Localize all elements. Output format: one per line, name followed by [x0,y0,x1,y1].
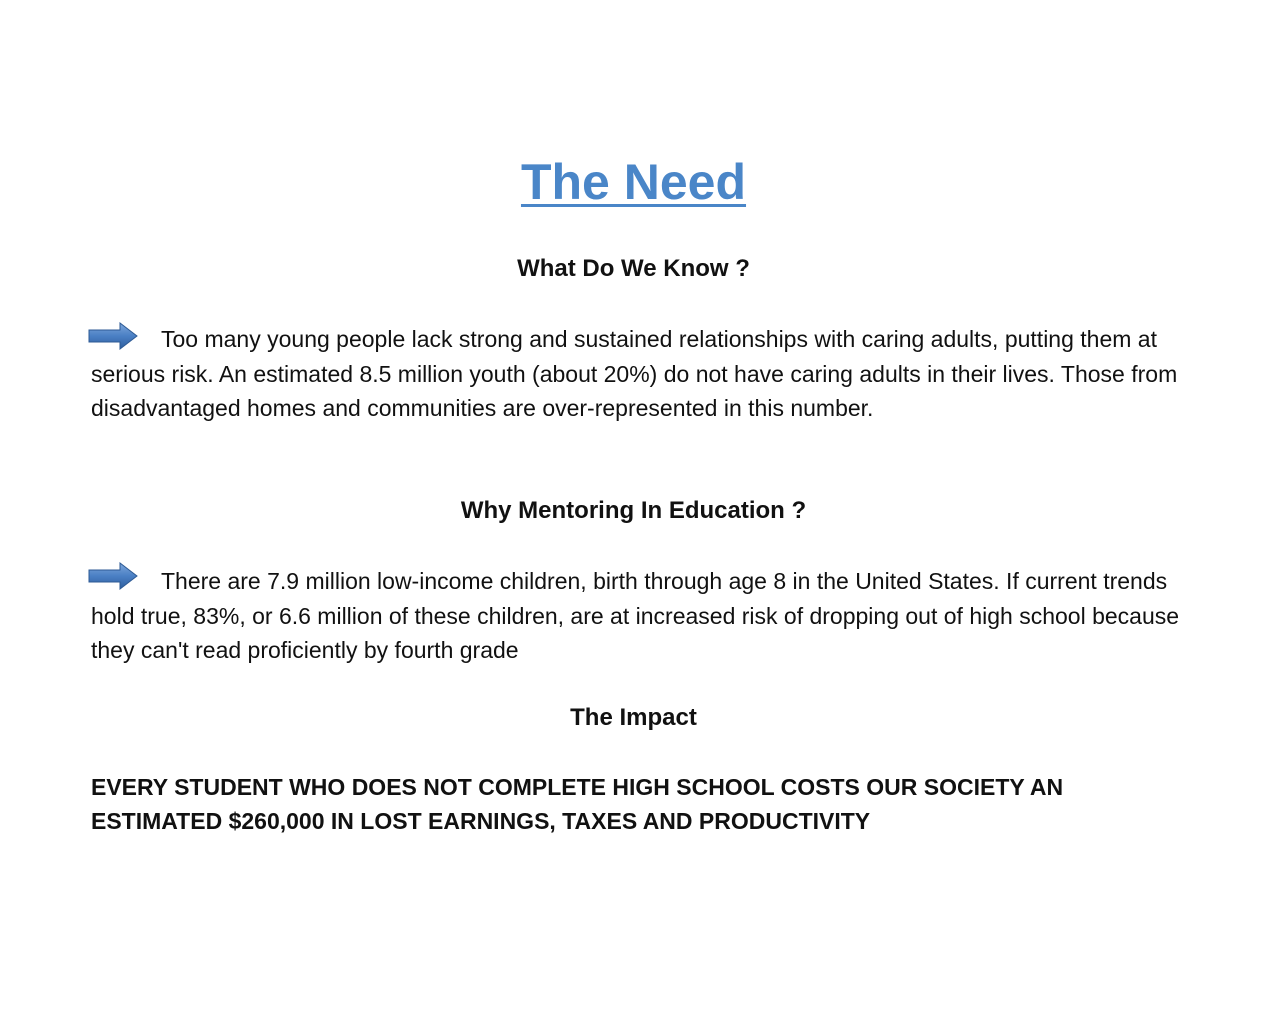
section-heading-what-do-we-know: What Do We Know ? [517,255,750,282]
impact-statement: EVERY STUDENT WHO DOES NOT COMPLETE HIGH SCHOOL COSTS OUR SOCIETY AN ESTIMATED $260,000 IN LOST EARNINGS, TAXES AND PRODUCTIVITY [91,774,1064,834]
page-title: The Need [520,154,747,210]
bullet-text-low-income-children: There are 7.9 million low-income children, birth through age 8 in the United States. If current trends hold true, 83%, or 6.6 million of these children, are at increased risk of dropping out of high school because they can't read proficiently by fourth grade [91,568,1180,663]
section-heading-why-mentoring: Why Mentoring In Education ? [460,497,807,524]
section-heading-the-impact: The Impact [570,704,697,731]
bullet-text-caring-adults: Too many young people lack strong and sustained relationships with caring adults, putting them at serious risk. An estimated 8.5 million youth (about 20%) do not have caring adults in their lives. Those from disadvantaged homes and communities are over-represented in this number. [91,326,1178,421]
